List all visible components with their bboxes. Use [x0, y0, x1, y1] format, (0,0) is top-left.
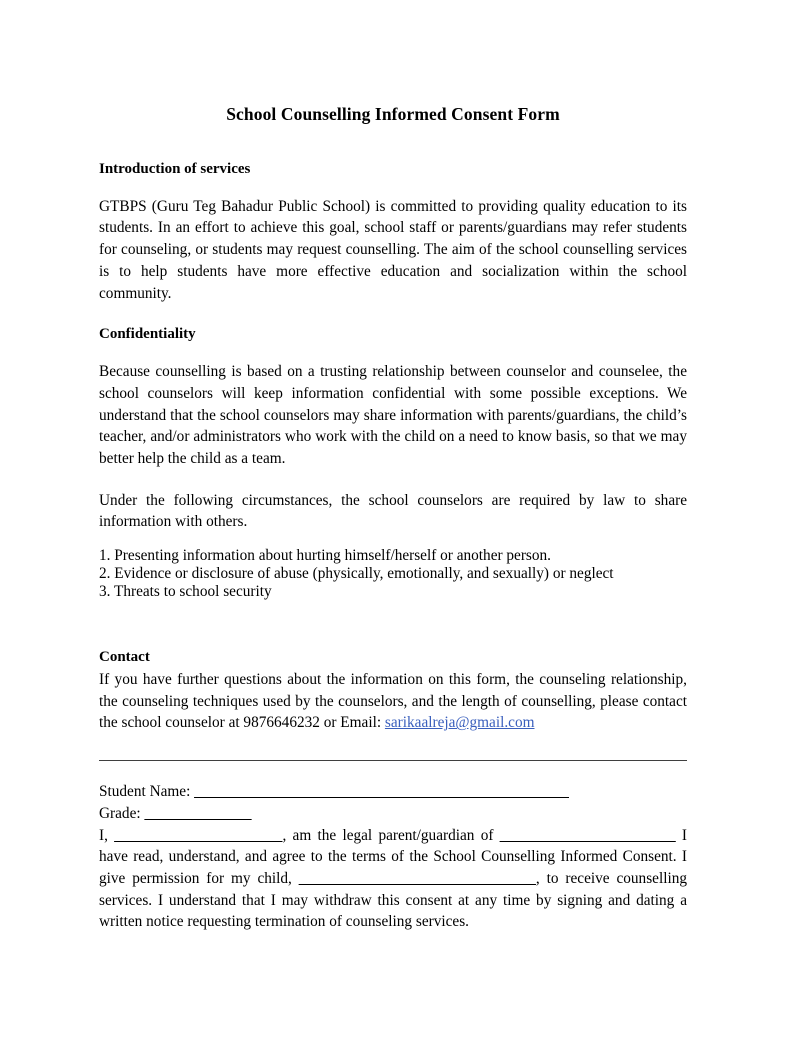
- child-name-blank[interactable]: _______________________________: [298, 870, 536, 888]
- page-title: School Counselling Informed Consent Form: [226, 104, 560, 124]
- consent-text-part-4: , to receive counselling services. I understand that I may withdraw this consent at any time by signing and dating a written notice requesting termination of counseling services.: [99, 870, 687, 931]
- grade-input-blank[interactable]: ______________: [144, 804, 252, 822]
- list-item: 1. Presenting information about hurting himself/herself or another person.: [99, 547, 552, 565]
- student-name-input-blank[interactable]: _________________________________________________: [194, 783, 569, 801]
- student-name-label: Student Name:: [99, 783, 195, 801]
- section-heading-confidentiality: Confidentiality: [99, 326, 196, 343]
- spacer: [99, 533, 687, 547]
- spacer: [99, 125, 687, 159]
- paragraph-contact: [99, 669, 687, 734]
- paragraph-confidentiality: Because counselling is based on a trusting relationship between counselor and counselee, the school counselors will keep information confidential with some possible exceptions. We understand that the school counselors may share information with parents/guardians, the child’s teacher, and/or administrators who work with the child on a need to know basis, so that we may better help the child as a team.: [99, 363, 687, 467]
- list-item: 3. Threats to school security: [99, 583, 272, 601]
- parent-guardian-secondary-blank[interactable]: _______________________: [499, 826, 676, 844]
- list-item: 2. Evidence or disclosure of abuse (physically, emotionally, and sexually) or neglect: [99, 565, 614, 583]
- consent-statement: [99, 825, 687, 934]
- paragraph-introduction: GTBPS (Guru Teg Bahadur Public School) is committed to providing quality education to its students. In an effort to achieve this goal, school staff or parents/guardians may refer students for counseling, or students may request counselling. The aim of the school counselling services is to help students have more effective education and socialization within the school community.: [99, 197, 687, 302]
- spacer: [99, 181, 687, 196]
- consent-text-part-2: , am the legal parent/guardian of: [282, 826, 494, 844]
- counselor-email-link[interactable]: sarikaalreja@gmail.com: [384, 714, 535, 732]
- spacer: [99, 601, 687, 647]
- contact-text: If you have further questions about the information on this form, the counseling relationship, the counseling techniques used by the counselors, and the length of counselling, please contact the school counselor at 9876646232 or Email:: [99, 671, 687, 732]
- document-body: [99, 0, 687, 933]
- student-name-field-row: [99, 781, 687, 803]
- spacer: [99, 734, 687, 760]
- grade-label: Grade:: [99, 804, 145, 822]
- parent-guardian-name-blank[interactable]: ______________________: [114, 826, 283, 844]
- spacer: [99, 304, 687, 324]
- spacer: [99, 470, 687, 490]
- spacer: [99, 346, 687, 361]
- paragraph-disclosure-intro: Under the following circumstances, the school counselors are required by law to share information with others.: [99, 491, 687, 531]
- consent-text-part-1: I,: [99, 826, 108, 844]
- section-heading-contact: Contact: [99, 649, 150, 666]
- spacer: [99, 761, 687, 781]
- grade-field-row: [99, 803, 687, 825]
- section-heading-introduction: Introduction of services: [99, 161, 251, 177]
- consent-text-part-3: I have read, understand, and agree to the terms of the School Counselling Informed Consent. I give permission for my child,: [99, 826, 687, 888]
